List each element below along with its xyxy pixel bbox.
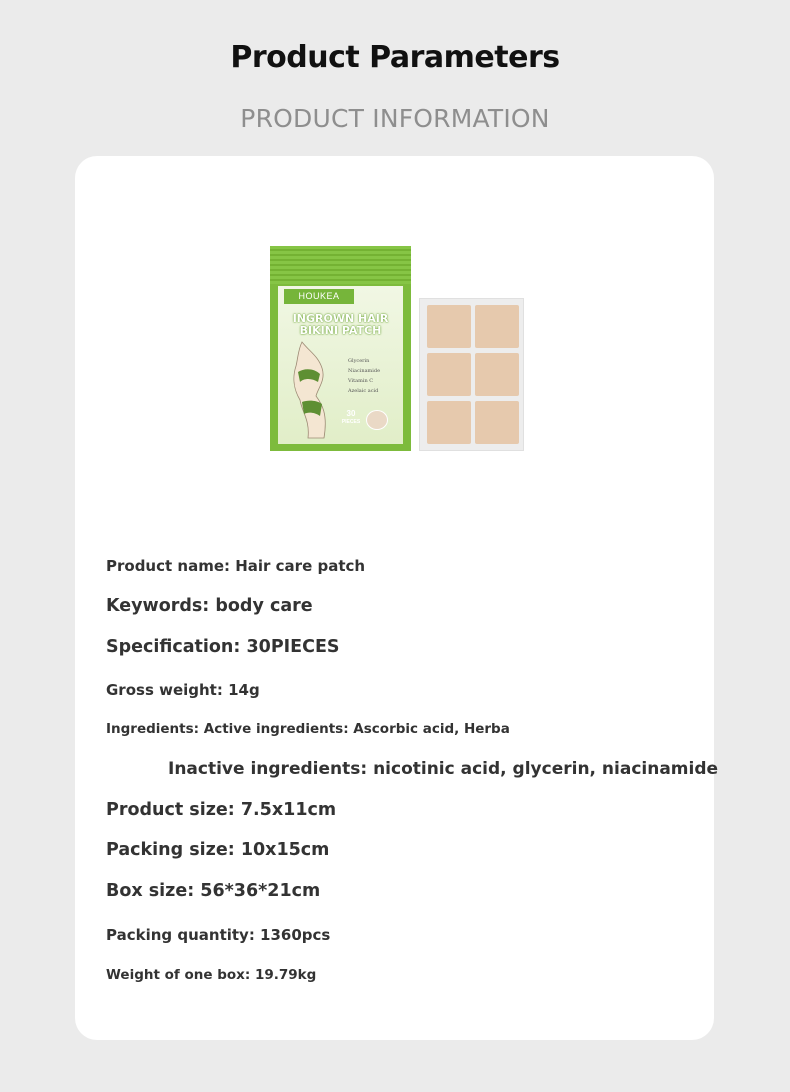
package-count-unit: PIECES	[341, 419, 361, 425]
package-brand: HOUKEA	[284, 289, 354, 304]
param-inactive-ingredients: Inactive ingredients: nicotinic acid, glycerin, niacinamide	[168, 759, 719, 779]
param-gross-weight: Gross weight: 14g	[106, 681, 260, 699]
param-box-size: Box size: 56*36*21cm	[106, 881, 321, 901]
package-ingredient: Glycerin	[348, 358, 370, 364]
patch-square	[427, 401, 471, 444]
patch-closeup-icon	[366, 410, 388, 430]
param-packing-quantity: Packing quantity: 1360pcs	[106, 926, 331, 944]
param-box-weight: Weight of one box: 19.79kg	[106, 967, 317, 983]
product-info-card	[75, 156, 719, 1040]
param-ingredients: Ingredients: Active ingredients: Ascorbic acid, Herba	[106, 721, 510, 737]
package-headline	[278, 313, 403, 337]
page-title: Product Parameters	[230, 40, 560, 75]
param-product-size: Product size: 7.5x11cm	[106, 800, 337, 820]
patch-square	[475, 305, 519, 348]
package-ingredient-list	[348, 356, 402, 396]
package-headline-line1: INGROWN HAIR	[292, 312, 389, 325]
package-count-number: 30	[346, 409, 356, 418]
param-specification: Specification: 30PIECES	[106, 637, 340, 657]
param-keywords: Keywords: body care	[106, 596, 313, 616]
package-ingredient: Vitamin C	[348, 378, 374, 384]
body-silhouette-icon	[288, 338, 336, 442]
package-zipper-strip	[270, 246, 411, 284]
package-label	[278, 286, 403, 444]
patch-sheet-image	[419, 298, 524, 451]
patch-square	[427, 353, 471, 396]
patch-square	[427, 305, 471, 348]
package-ingredient: Niacinamide	[348, 368, 381, 374]
page-subtitle: PRODUCT INFORMATION	[240, 104, 550, 133]
package-count	[334, 410, 368, 426]
param-packing-size: Packing size: 10x15cm	[106, 840, 330, 860]
param-product-name: Product name: Hair care patch	[106, 557, 366, 575]
package-headline-line2: BIKINI PATCH	[299, 324, 382, 337]
patch-square	[475, 353, 519, 396]
package-ingredient: Azelaic acid	[348, 388, 379, 394]
product-package-image	[270, 246, 411, 451]
patch-square	[475, 401, 519, 444]
